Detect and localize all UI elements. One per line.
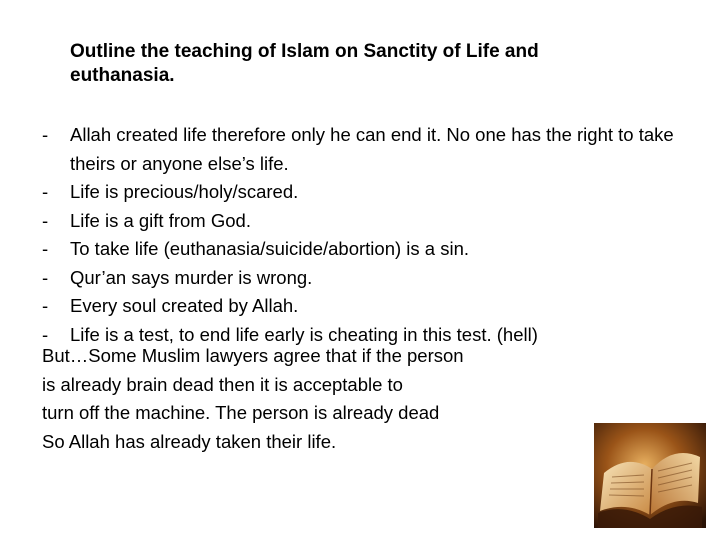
bullet-dash: - (42, 124, 49, 145)
bullet-dash: - (42, 323, 49, 345)
bullet-text: Life is precious/holy/scared. (70, 181, 299, 202)
bullet-item (42, 264, 702, 293)
bullet-item (42, 121, 702, 178)
bullet-text: Allah created life therefore only he can end it. No one has the right to take theirs or anyone else’s life. (70, 124, 674, 174)
heading-line: euthanasia. (70, 65, 175, 86)
bullet-list (42, 121, 702, 349)
bullet-item (42, 207, 702, 236)
bullet-dash: - (42, 209, 49, 231)
bullet-item (42, 235, 702, 264)
paragraph-line: But…Some Muslim lawyers agree that if the person (42, 345, 464, 366)
paragraph-line: So Allah has already taken their life. (42, 430, 337, 452)
heading-line: Outline the teaching of Islam on Sanctity of Life and (70, 41, 539, 62)
bullet-dash: - (42, 266, 49, 288)
conclusion-paragraph (42, 342, 562, 456)
bullet-text: Every soul created by Allah. (70, 295, 299, 316)
slide-heading (70, 40, 670, 88)
bullet-item (42, 292, 702, 321)
bullet-dash: - (42, 295, 49, 316)
paragraph-line: turn off the machine. The person is already dead (42, 402, 440, 423)
bullet-dash: - (42, 238, 49, 259)
bullet-text: Life is a gift from God. (70, 209, 251, 231)
open-quran-photo (594, 423, 706, 528)
bullet-item (42, 178, 702, 207)
bullet-text: Life is a test, to end life early is cheating in this test. (hell) (70, 323, 538, 345)
paragraph-line: is already brain dead then it is acceptable to (42, 373, 403, 395)
bullet-text: To take life (euthanasia/suicide/abortion) is a sin. (70, 238, 469, 259)
bullet-dash: - (42, 181, 49, 202)
bullet-text: Qur’an says murder is wrong. (70, 266, 313, 288)
